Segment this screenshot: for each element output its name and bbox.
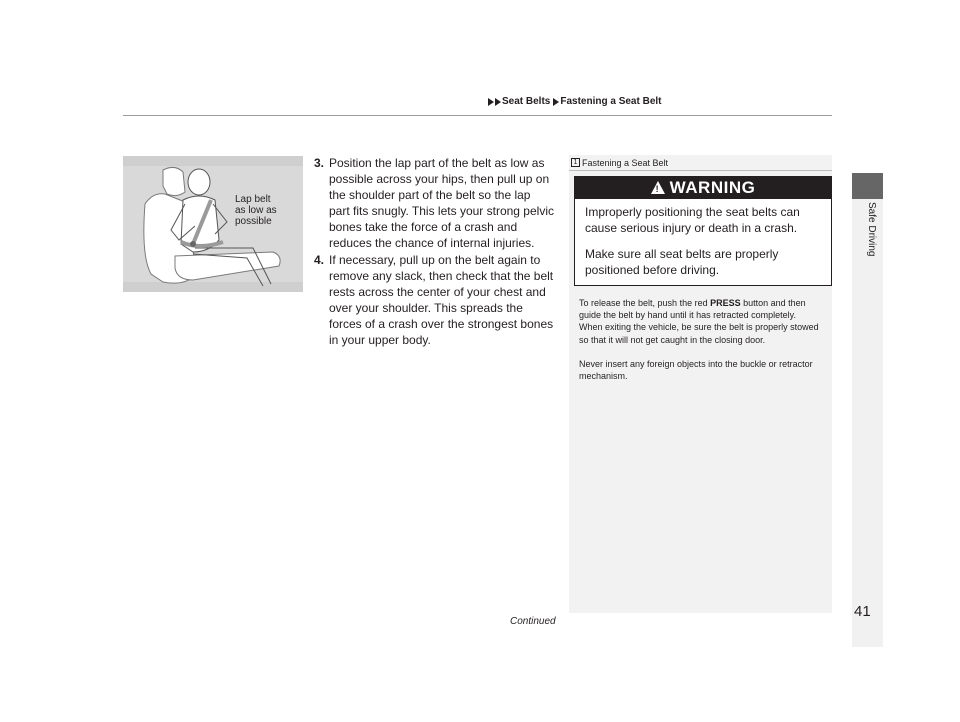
exit-instruction: When exiting the vehicle, be sure the belt is properly stowed so that it will not get caught in the closing door. — [579, 322, 819, 345]
step-text: Position the lap part of the belt as low as possible across your hips, then pull up on the shoulder part of the belt so the lap part fits snugly. This lets your strong pelvic bones take the force of a crash and reduces the chance of internal injuries. — [329, 156, 554, 251]
note-title-text: Fastening a Seat Belt — [582, 157, 669, 168]
press-button-label: PRESS — [710, 298, 741, 308]
warning-paragraph: Make sure all seat belts are properly positioned before driving. — [585, 247, 779, 277]
instruction-steps — [314, 155, 554, 348]
release-text: button and then guide the belt by hand until it has retracted completely. — [579, 298, 806, 321]
step-item — [314, 252, 554, 349]
note-panel-title — [569, 155, 832, 171]
warning-header — [575, 177, 831, 199]
release-instruction — [579, 297, 827, 321]
page-number: 41 — [854, 603, 871, 620]
note-body — [579, 297, 827, 382]
step-text: If necessary, pull up on the belt again to remove any slack, then check that the belt rests across the center of your chest and over your shoulder. This spreads the forces of a crash over the strongest bones in your upper body. — [329, 252, 554, 348]
warning-triangle-icon: ! — [651, 181, 665, 194]
warning-paragraph: Improperly positioning the seat belts can cause serious injury or death in a crash. — [585, 205, 800, 235]
section-tab-marker — [852, 173, 883, 199]
section-tab[interactable] — [848, 200, 888, 280]
release-text: To release the belt, push the red — [579, 298, 711, 308]
breadcrumb-arrow-icon — [495, 98, 501, 106]
breadcrumb-item-seat-belts[interactable]: Seat Belts — [502, 96, 551, 107]
warning-heading: WARNING — [669, 178, 756, 197]
continued-label: Continued — [510, 616, 556, 627]
figure-caption-line: possible — [235, 216, 272, 227]
breadcrumb — [488, 96, 662, 107]
header-divider — [123, 115, 832, 116]
step-number: 4. — [314, 252, 325, 267]
breadcrumb-arrow-icon — [553, 98, 559, 106]
breadcrumb-item-fastening[interactable]: Fastening a Seat Belt — [560, 96, 662, 107]
figure-caption-line: Lap belt — [235, 194, 271, 205]
breadcrumb-arrow-icon — [488, 98, 494, 106]
figure-caption-line: as low as — [235, 205, 277, 216]
warning-text — [585, 204, 825, 288]
step-number: 3. — [314, 156, 325, 170]
figure-caption — [235, 194, 277, 227]
note-reference-icon: 1 — [571, 158, 580, 167]
foreign-object-warning: Never insert any foreign objects into the buckle or retractor mechanism. — [579, 358, 813, 382]
step-item — [314, 155, 554, 252]
section-tab-label: Safe Driving — [866, 202, 877, 257]
